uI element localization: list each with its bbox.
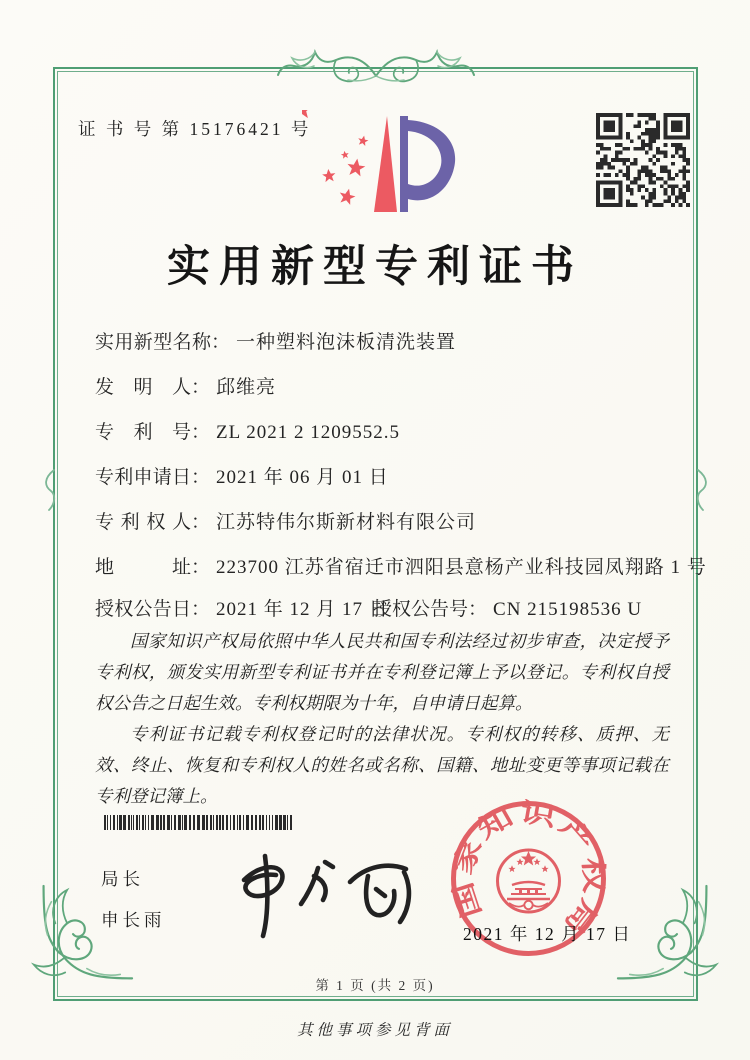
legal-paragraph: 专利证书记载专利权登记时的法律状况。专利权的转移、质押、无效、终止、恢复和专利权人的姓名或名称、国籍、地址变更等事项记载在专利登记簿上。 — [95, 724, 669, 806]
field-label: 发明人 — [95, 377, 191, 398]
field-colon: ： — [468, 599, 488, 620]
field-label: 专利权人 — [95, 512, 191, 533]
field-value: 223700 江苏省宿迁市泗阳县意杨产业科技园凤翔路 1 号 — [216, 557, 707, 578]
field-label: 授权公告号 — [373, 599, 469, 620]
field-row-filing-date — [95, 462, 667, 489]
field-label: 专利号 — [95, 422, 191, 443]
field-label: 实用新型名称 — [95, 332, 211, 353]
field-row-patentee — [95, 507, 667, 534]
barcode — [104, 815, 298, 830]
field-row-patent-number — [95, 417, 667, 444]
director-block — [101, 866, 166, 932]
field-value: 邱维亮 — [216, 377, 277, 398]
certificate-title: 实用新型专利证书 — [167, 244, 583, 291]
field-colon: ： — [211, 332, 231, 353]
director-signature — [218, 842, 423, 940]
logo-stars — [302, 110, 312, 118]
director-title: 局长 — [101, 869, 144, 889]
field-value: 江苏特伟尔斯新材料有限公司 — [216, 512, 477, 533]
seal-national-emblem — [498, 850, 560, 912]
field-value: 一种塑料泡沫板清洗装置 — [236, 332, 457, 353]
field-row-inventor — [95, 372, 667, 399]
field-row-grant-date — [95, 594, 667, 621]
field-value: CN 215198536 U — [493, 599, 643, 620]
legal-text-block — [95, 626, 669, 812]
director-name: 申长雨 — [101, 910, 166, 930]
back-side-note: 其他事项参见背面 — [296, 1022, 453, 1039]
legal-paragraph: 国家知识产权局依照中华人民共和国专利法经过初步审查，决定授予专利权，颁发实用新型专利证书并在专利登记簿上予以登记。专利权自授权公告之日起生效。专利权期限为十年，自申请日起算。 — [95, 631, 669, 713]
grant-number-group — [373, 594, 642, 621]
field-label: 专利申请日 — [95, 467, 191, 488]
cnipa-logo — [302, 110, 464, 230]
field-colon: ： — [191, 512, 211, 533]
field-label: 地址 — [95, 557, 191, 578]
field-colon: ： — [191, 599, 211, 620]
field-colon: ： — [191, 377, 211, 398]
field-row-address — [95, 552, 707, 579]
field-colon: ： — [191, 557, 211, 578]
field-row-utility-model-name — [95, 327, 667, 354]
certificate-number: 证 书 号 第 15176421 号 — [78, 119, 312, 139]
page-number: 第 1 页 (共 2 页) — [315, 978, 435, 993]
field-value: 2021 年 12 月 17 日 — [216, 599, 389, 620]
field-colon: ： — [191, 422, 211, 443]
field-value: ZL 2021 2 1209552.5 — [216, 422, 401, 443]
logo-red-wedge — [374, 116, 397, 212]
seal-date: 2021 年 12 月 17 日 — [463, 924, 632, 944]
field-colon: ： — [191, 467, 211, 488]
seal-text: 国家知识产权局 — [448, 798, 608, 934]
field-value: 2021 年 06 月 01 日 — [216, 467, 389, 488]
logo-purple-p — [400, 116, 455, 212]
qr-code — [596, 113, 690, 207]
field-label: 授权公告日 — [95, 599, 191, 620]
